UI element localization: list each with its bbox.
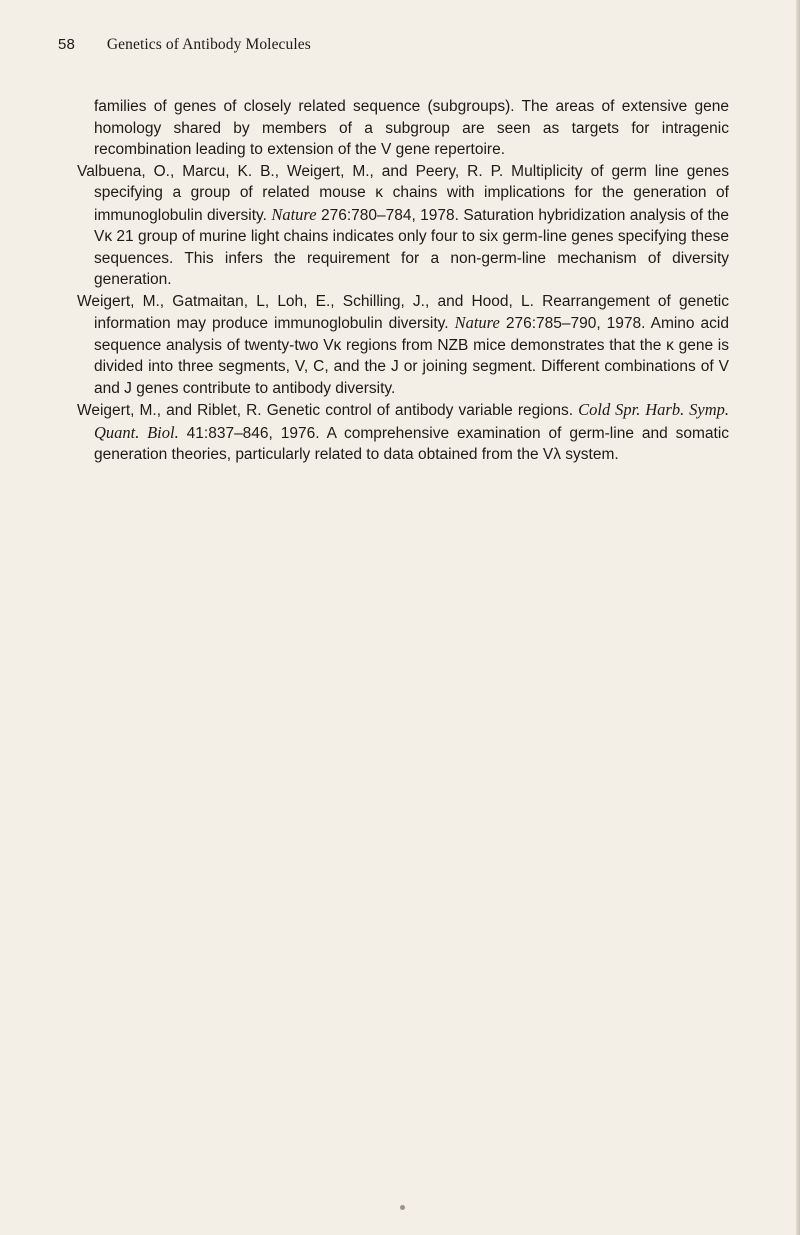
reference-citation: 41:837–846, 1976. A comprehensive examination of germ-line and somatic generation theories, particularly related to data obtained from the Vλ system.	[94, 424, 730, 463]
reference-journal: Nature	[271, 204, 317, 224]
reference-entry	[77, 161, 729, 291]
page-edge	[796, 0, 800, 1235]
reference-entry	[77, 399, 729, 466]
reference-authors-title: Weigert, M., and Riblet, R. Genetic control of antibody variable regions.	[77, 402, 574, 419]
page-number: 58	[58, 36, 75, 53]
continued-annotation: families of genes of closely related sequence (subgroups). The areas of extensive gene homology shared by members of a subgroup are seen as targets for intragenic recombination leading to extension of the V gene repertoire.	[94, 98, 729, 158]
reference-entry	[77, 291, 729, 400]
scan-speck	[400, 1205, 405, 1210]
running-title: Genetics of Antibody Molecules	[106, 36, 311, 53]
reference-journal: Nature	[454, 313, 500, 332]
reference-citation: 276:785–790, 1978. Amino acid sequence analysis of twenty-two Vκ regions from NZB mice demonstrates that the κ gene is divided into three segments, V, C, and the J or joining segment. Different combinations of V and J genes contribute to antibody diversity.	[94, 315, 729, 397]
reference-citation: 276:780–784, 1978. Saturation hybridization analysis of the Vκ 21 group of murine light chains indicates only four to six germ-line genes specifying these sequences. This infers the requirement for a non-germ-line mechanism of diversity generation.	[94, 206, 730, 288]
reference-journal: Cold Spr. Harb. Symp. Quant. Biol.	[94, 400, 729, 442]
references-list	[77, 96, 729, 466]
reference-authors-title: Valbuena, O., Marcu, K. B., Weigert, M., and Peery, R. P. Multiplicity of germ line genes specifying a group of related mouse κ chains with implications for the generation of immunoglobulin diversity.	[77, 162, 729, 224]
running-header	[58, 36, 311, 54]
reference-authors-title: Weigert, M., Gatmaitan, L, Loh, E., Schilling, J., and Hood, L. Rearrangement of genetic information may produce immunoglobulin diversity.	[77, 292, 729, 332]
